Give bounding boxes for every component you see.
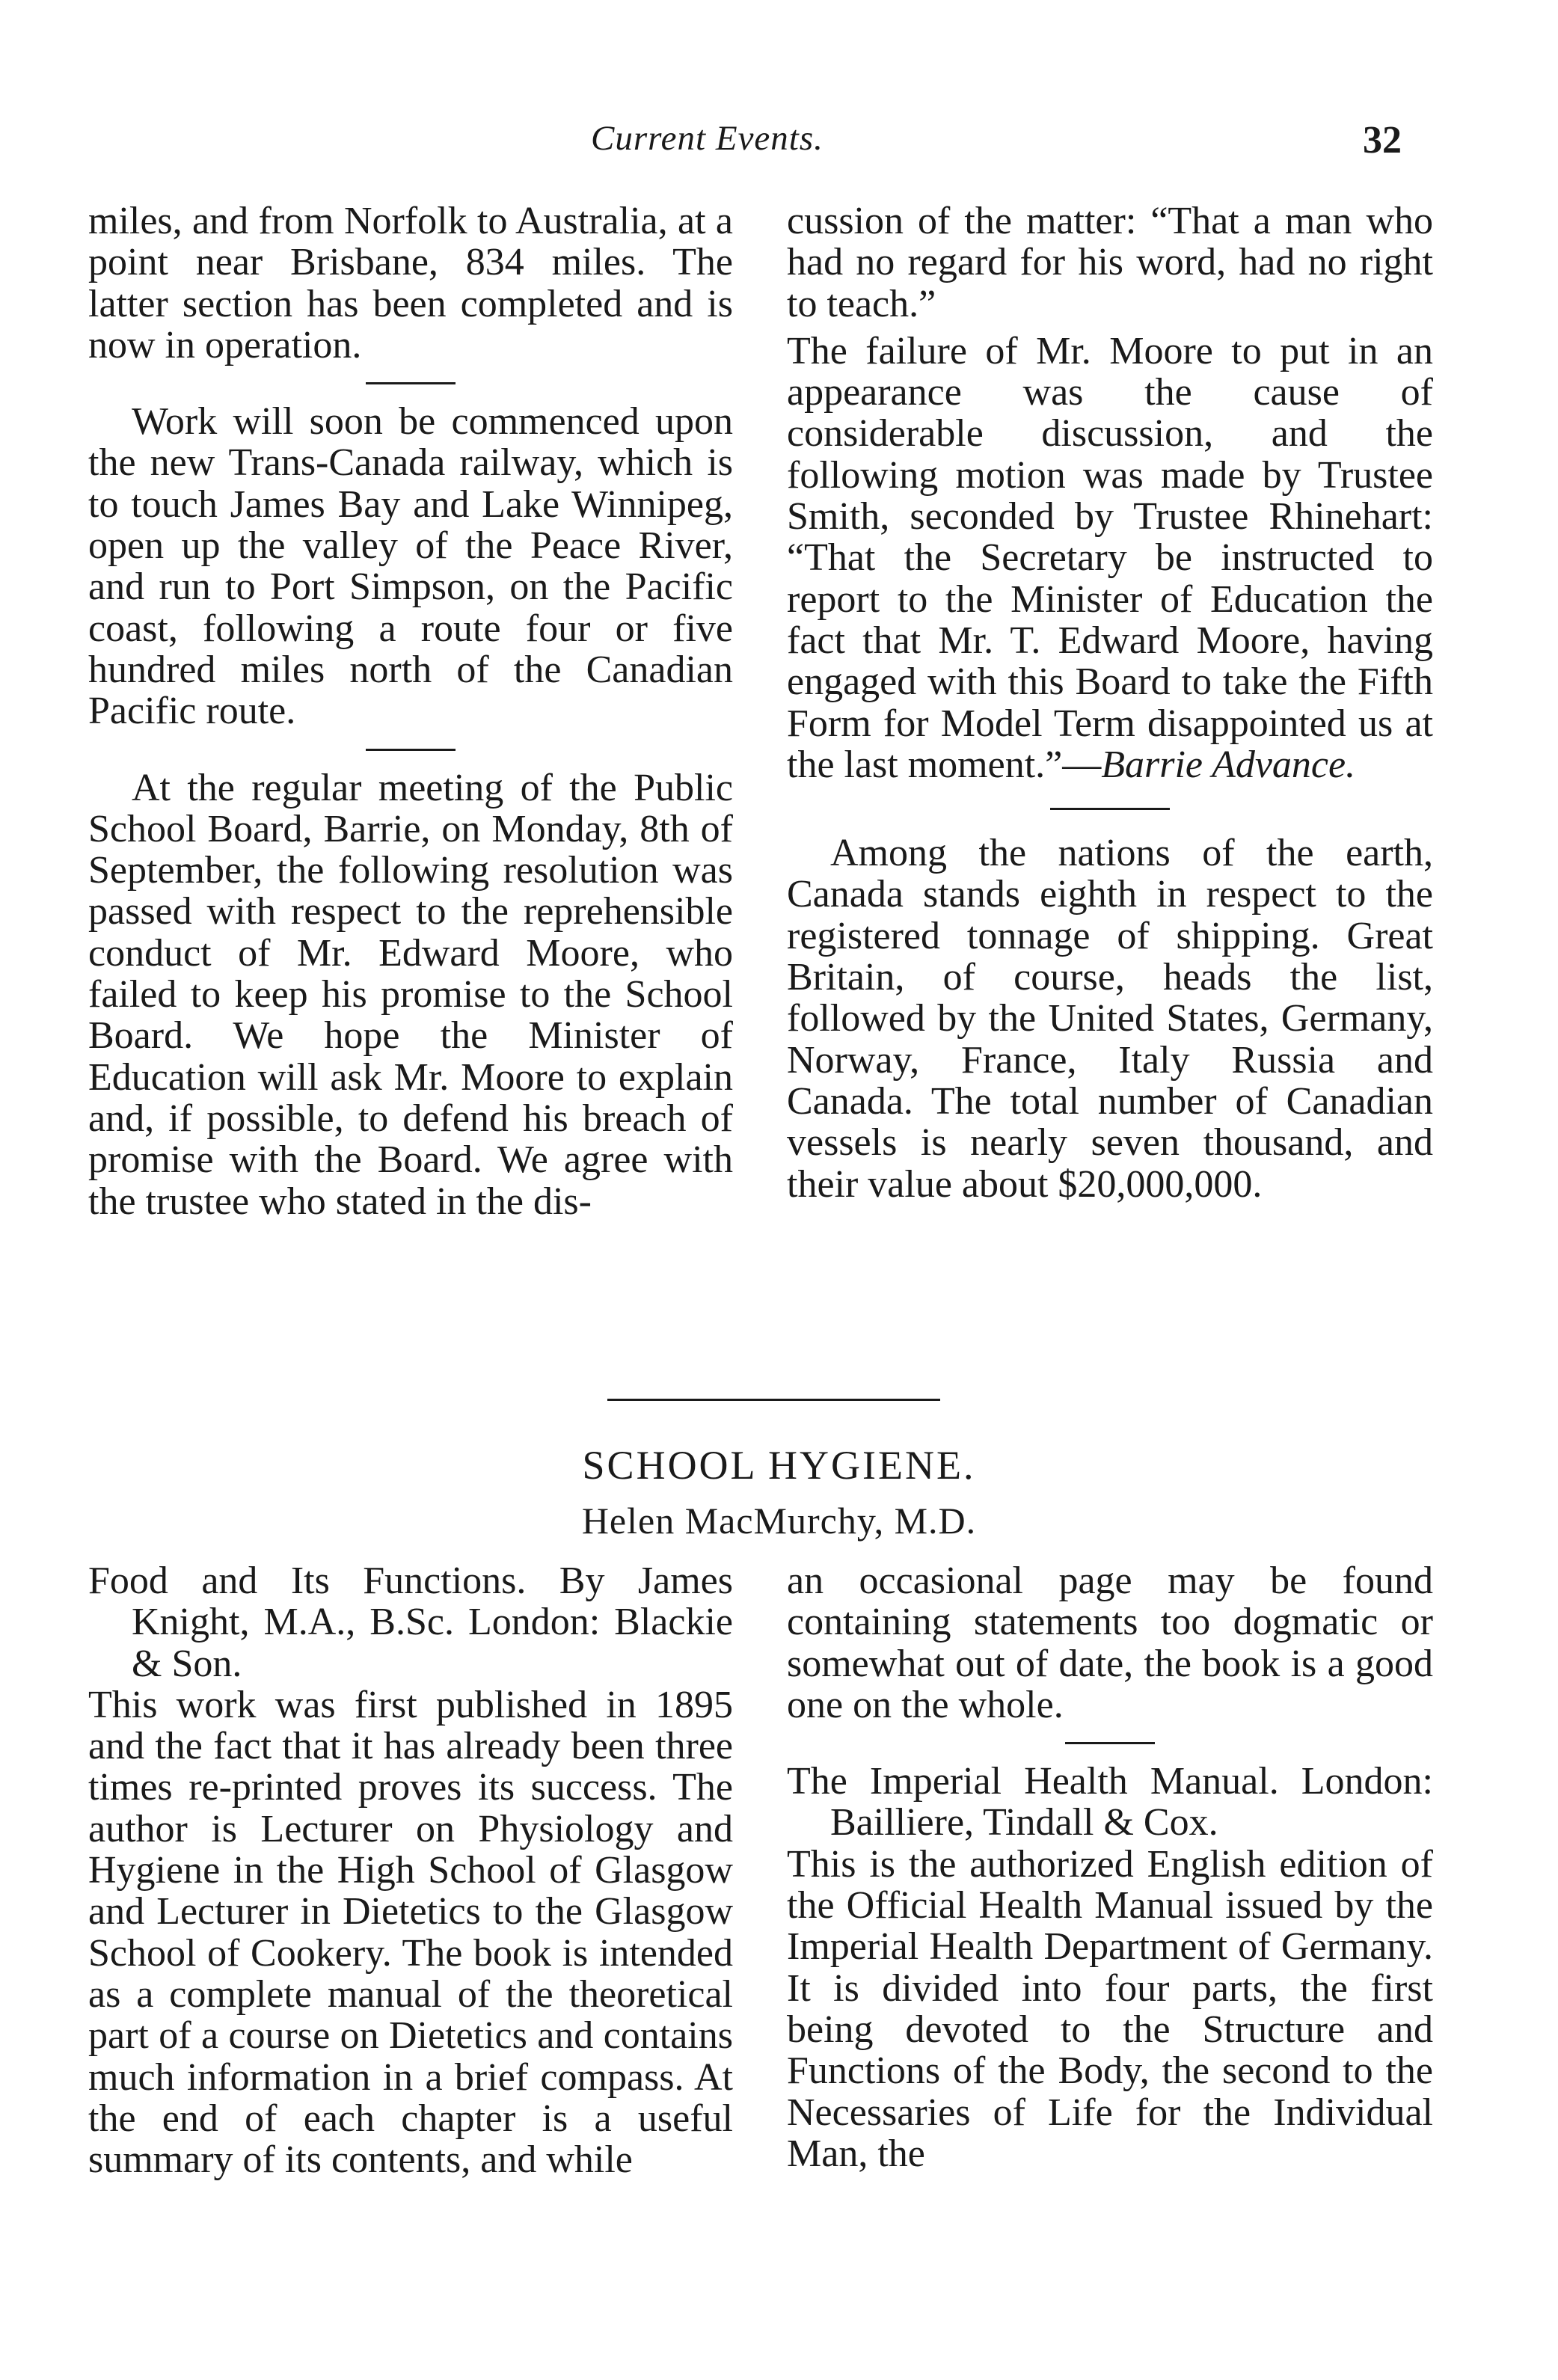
paragraph-resolution-quote: cussion of the matter: “That a man who had no regard for his word, had no right to teach.”: [787, 200, 1433, 325]
separator-rule: [366, 382, 456, 384]
separator-rule: [366, 749, 456, 751]
section-author: Helen MacMurchy, M.D.: [581, 1500, 977, 1542]
left-column-bottom: [88, 1560, 733, 2180]
section-divider-rule: [607, 1399, 940, 1401]
running-title: Current Events.: [591, 119, 824, 158]
paragraph-school-board-meeting: At the regular meeting of the Public School Board, Barrie, on Monday, 8th of September, the following resolution was passed with respect to the reprehensible conduct of Mr. Edward Moore, who failed to keep his promise to the School Board. We hope the Minister of Education will ask Mr. Moore to explain and, if possible, to defend his breach of promise with the Board. We agree with the trustee who stated in the dis-: [88, 766, 733, 1223]
book-citation-health-manual: The Imperial Health Manual. London: Bailliere, Tindall & Cox.: [787, 1760, 1433, 1844]
source-citation: Barrie Advance.: [1101, 743, 1356, 786]
book-review-continuation: an occasional page may be found containing statements too dogmatic or somewhat out of date, the book is a good one on the whole.: [787, 1559, 1433, 1726]
right-column-bottom: [787, 1560, 1433, 2174]
page-number: 32: [1363, 119, 1402, 162]
motion-text: The failure of Mr. Moore to put in an appearance was the cause of considerable discussion, and the following motion was made by Trustee Smith, seconded by Trustee Rhinehart: “That the Secretary be instructed to report to the Minister of Education the fact that Mr. T. Edward Moore, having engaged with this Board to take the Fifth Form for Model Term disappointed us at the last moment.”—: [787, 329, 1433, 786]
paragraph-shipping-tonnage: Among the nations of the earth, Canada stands eighth in respect to the registered tonnage of shipping. Great Britain, of course, heads the list, followed by the United States, Germany, Norway, France, Italy Russia and Canada. The total number of Canadian vessels is nearly seven thousand, and their value about $20,000,000.: [787, 832, 1433, 1206]
book-review-food-functions: This work was first published in 1895 and the fact that it has already been three times re-printed proves its success. The author is Lecturer on Physiology and Hygiene in the High School of Glasgow and Lecturer in Dietetics to the Glasgow School of Cookery. The book is intended as a complete manual of the theoretical part of a course on Dietetics and contains much information in a brief compass. At the end of each chapter is a useful summary of its contents, and while: [88, 1683, 733, 2182]
paragraph-cable-miles: miles, and from Norfolk to Australia, at a point near Brisbane, 834 miles. The latter section has been completed and is now in operation.: [88, 200, 733, 366]
paragraph-moore-motion: [787, 331, 1433, 785]
book-citation-food-functions: Food and Its Functions. By James Knight, M.A., B.Sc. London: Blackie & Son.: [88, 1559, 733, 1685]
right-column-top: [787, 200, 1433, 1205]
separator-rule: [1065, 1742, 1155, 1744]
separator-rule: [1050, 808, 1170, 810]
book-review-health-manual: This is the authorized English edition of the Official Health Manual issued by the Imperial Health Department of Germany. It is divided into four parts, the first being devoted to the Structure and Functions of the Body, the second to the Necessaries of Life for the Individual Man, the: [787, 1842, 1433, 2175]
paragraph-trans-canada-railway: Work will soon be commenced upon the new Trans-Canada railway, which is to touch James Bay and Lake Winnipeg, open up the valley of the Peace River, and run to Port Simpson, on the Pacific coast, following a route four or five hundred miles north of the Canadian Pacific route.: [88, 400, 733, 733]
section-title: SCHOOL HYGIENE.: [582, 1443, 976, 1488]
left-column-top: [88, 200, 733, 1222]
